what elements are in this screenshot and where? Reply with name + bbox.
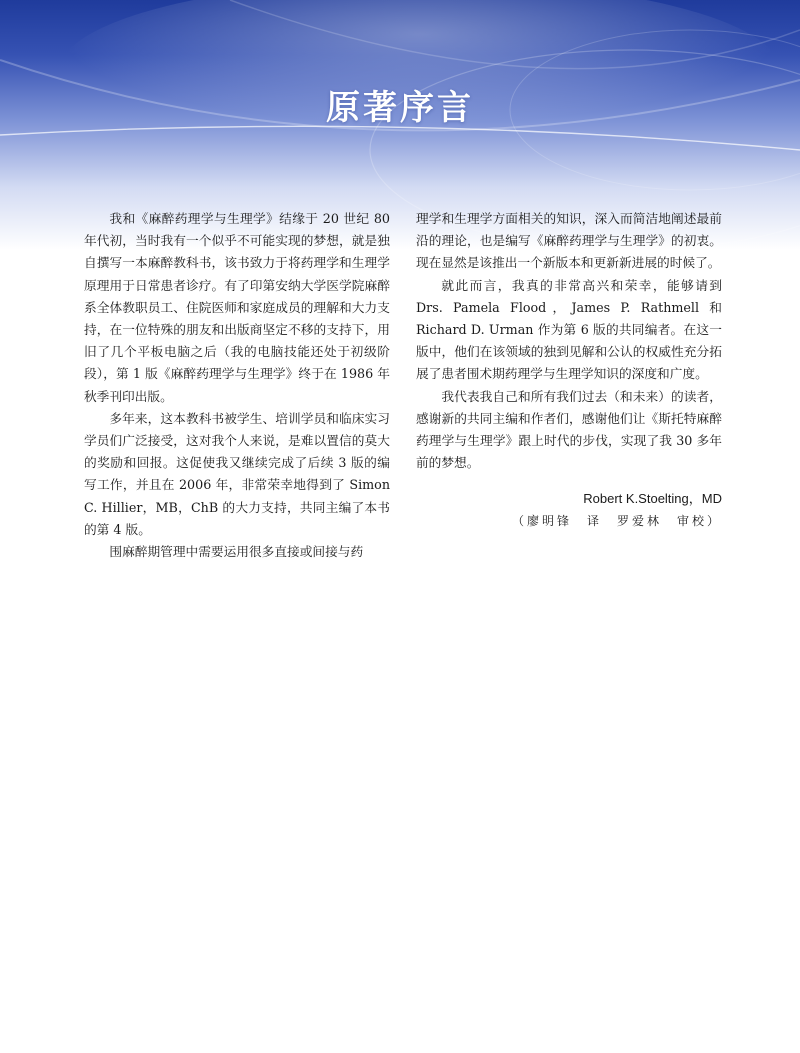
author-signature: Robert K.Stoelting，MD (583, 491, 722, 507)
paragraph: 我代表我自己和所有我们过去（和未来）的读者，感谢新的共同主编和作者们，感谢他们让《斯托特麻醉药理学与生理学》跟上时代的步伐，实现了我 30 多年前的梦想。 (416, 388, 722, 471)
paragraph-continued: 理学和生理学方面相关的知识，深入而简洁地阐述最前沿的理论，也是编写《麻醉药理学与生理学》的初衷。现在显然是该推出一个新版本和更新新进展的时候了。 (416, 211, 722, 271)
paragraph: 就此而言，我真的非常高兴和荣幸，能够请到 Drs. Pamela Flood，James P. Rathmell 和 Richard D. Urman 作为第 6 版的共同编者。在这一版中，他们在该领域的独到见解和公认的权威性充分拓展了患者围术期药理学与生理学知识的深度和广度。 (416, 277, 722, 382)
body-column-right (416, 208, 722, 532)
page-title: 原著序言 (326, 88, 474, 128)
paragraph: 多年来，这本教科书被学生、培训学员和临床实习学员们广泛接受，这对我个人来说，是难以置信的莫大的奖励和回报。这促使我又继续完成了后续 3 版的编写工作，并且在 2006 年，非常荣幸地得到了 Simon C. Hillier，MB，ChB 的大力支持，共同主编了本书的第 4 版。 (84, 410, 390, 537)
paragraph: 围麻醉期管理中需要运用很多直接或间接与药 (109, 544, 364, 560)
body-column-left (84, 208, 390, 563)
paragraph: 我和《麻醉药理学与生理学》结缘于 20 世纪 80 年代初，当时我有一个似乎不可能实现的梦想，就是独自撰写一本麻醉教科书，该书致力于将药理学和生理学原理用于日常患者诊疗。有了印第安纳大学医学院麻醉系全体教职员工、住院医师和家庭成员的理解和大力支持，在一位特殊的朋友和出版商坚定不移的支持下，用旧了几个平板电脑之后（我的电脑技能还处于初级阶段），第 1 版《麻醉药理学与生理学》终于在 1986 年秋季刊印出版。 (84, 211, 390, 404)
translator-credit: （廖明锋 译 罗爱林 审校） (511, 514, 722, 529)
